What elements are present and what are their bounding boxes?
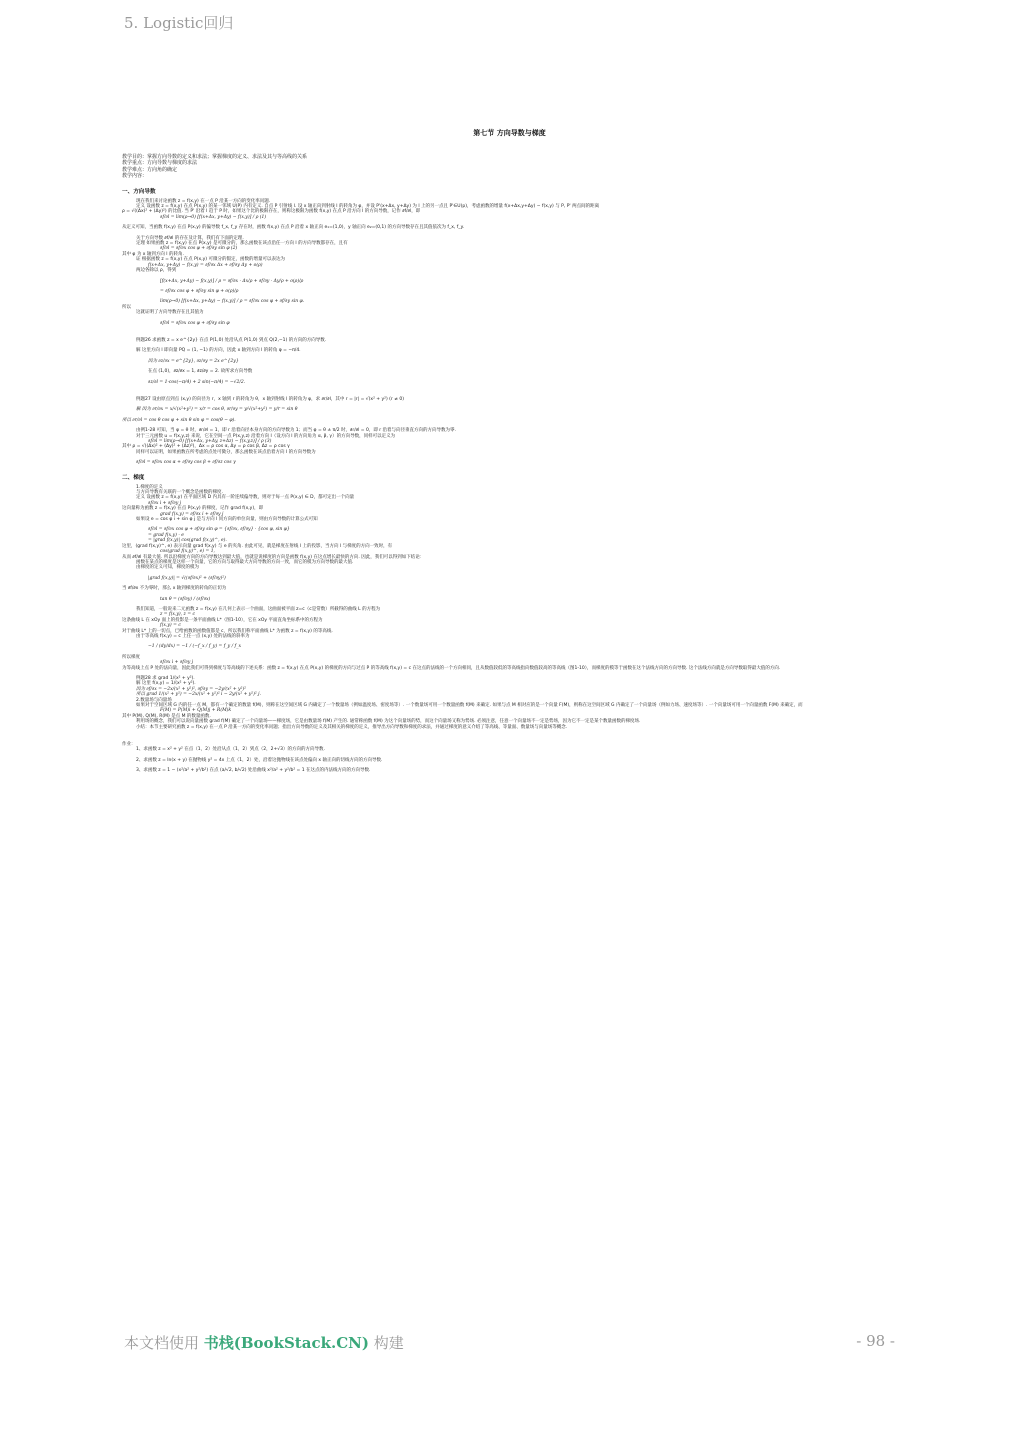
- footer-prefix: 本文档使用: [124, 1334, 204, 1352]
- text-line: 如果对于空间区域 G 内的任一点 M，都有一个确定的数量 f(M)，则称在这空间区域 G 内确定了一个数量场（例如温度场、密度场等）. 一个数量场可用一个数量函数 f(M) 来确定. 如果与点 M 相对应的是一个向量 F(M)，则称在这空间区域 G 内确定了一个向量场（例如力场、速度场等）. 一个向量场可用一个向量函数 F(M) 来确定，而: [136, 703, 803, 709]
- formula-line: 因为 ∂f/∂x = −2x/(x² + y²)², ∂f/∂y = −2y/(x² + y²)²: [136, 686, 246, 692]
- text-line: 这条曲线 L 在 xOy 面上的投影是一条平面曲线 L*（图1-10），它在 xOy 平面直角坐标系中的方程为: [122, 617, 323, 623]
- text-line: 证 根据函数 z = f(x,y) 在点 P(x,y) 可微分的假定，函数的增量可以表达为: [136, 257, 285, 263]
- bookstack-link[interactable]: 书栈(BookStack.CN): [203, 1334, 369, 1352]
- text-line: 这里，(grad f(x,y)^, e) 表示向量 grad f(x,y) 与 e 的夹角. 由此可见，就是梯度在射线 l 上的投影，当方向 l 与梯度的方向一致时，有: [122, 543, 393, 549]
- section-heading-gradient: 二、梯度: [122, 474, 145, 481]
- text-line: 其中 ρ = √((Δx)² + (Δy)² + (Δz)²)，Δx = ρ cos α, Δy = ρ cos β, Δz = ρ cos γ: [122, 444, 290, 450]
- footer-suffix: 构建: [368, 1334, 404, 1352]
- formula-line: 所以 grad 1/(x² + y²) = −2x/(x² + y²)² i − 2y/(x² + y²)² j.: [136, 692, 261, 698]
- text-line: 从而 ∂f/∂l 有最大值. 所以沿梯度方向的方向导数达到最大值，也就是说梯度的方向是函数 f(x,y) 在这点增长最快的方向. 因此，我们可以得到如下结论：: [122, 554, 425, 560]
- page-number: - 98 -: [856, 1332, 895, 1350]
- text-line: 对于曲线 L* 上的一切点，已给函数的函数值都是 c，所以我们称平面曲线 L* 为函数 z = f(x,y) 的等高线.: [122, 628, 333, 634]
- text-line: 我们知道，一般说来二元函数 z = f(x,y) 在几何上表示一个曲面，这曲面被平面 z=c（c是常数）所截得的曲线 L 的方程为: [136, 606, 381, 612]
- formula-line: tan θ = (∂f/∂y) / (∂f/∂x): [160, 596, 211, 602]
- example-line: 例题28 求 grad 1/(x² + y²).: [136, 676, 195, 681]
- text-line: 其中 P(M), Q(M), R(M) 是点 M 的数量函数.: [122, 713, 211, 719]
- exercise-item: 2、求函数 z = ln(x + y) 在抛物线 y² = 4x 上点（1，2）处，沿着这抛物线在该点处偏向 x 轴正向的切线方向的方向导数.: [136, 757, 383, 763]
- text-line: 由梯度的定义可知，梯度的模为: [136, 565, 199, 571]
- text-line: 现在我们来讨论函数 z = f(x,y) 在一点 P 沿某一方向的变化率问题.: [136, 198, 271, 204]
- text-line: 这向量称为函数 z = f(x,y) 在点 P(x,y) 的梯度，记作 grad f(x,y)，即: [122, 506, 264, 512]
- text-line: 如果设 e = cos φ i + sin φ j 是与方向 l 同方向的单位向量，则由方向导数的计算公式可知: [136, 517, 318, 523]
- formula-line: |grad f(x,y)| = √((∂f/∂x)² + (∂f/∂y)²): [148, 575, 226, 581]
- text-line: 同样可以证明，如果函数在所考虑的点处可微分，那么函数在该点沿着方向 l 的方向导数为: [136, 449, 316, 455]
- formula-line: 所以 ∂r/∂l = cos θ cos φ + sin θ sin φ = cos(θ − φ).: [122, 417, 236, 423]
- formula-line: −1 / (dy/dx) = −1 / (−f_x / f_y) = f_y / f_x: [148, 644, 242, 650]
- formula-line: ∂f/∂l = lim(ρ→0) [f(x+Δx, y+Δy) − f(x,y)] / ρ (1): [160, 214, 267, 220]
- formula-line: [f(x+Δx, y+Δy) − f(x,y)] / ρ = ∂f/∂x · Δx/ρ + ∂f/∂y · Δy/ρ + o(ρ)/ρ: [160, 278, 304, 284]
- exercise-item: 3、求函数 z = 1 − (x²/a² + y²/b²) 在点 (a/√2, b/√2) 处沿曲线 x²/a² + y²/b² = 1 在这点的内法线方向的方向导数.: [136, 768, 371, 774]
- formula-line: lim(ρ→0) [f(x+Δx, y+Δy) − f(x,y)] / ρ = ∂f/∂x cos φ + ∂f/∂y sin φ.: [160, 299, 305, 305]
- formula-line: z = f(x,y), z = c: [160, 612, 196, 618]
- section-directional-derivative: [122, 199, 897, 466]
- formula-line: = |grad f(x,y)| cos(grad f(x,y)^, e).: [148, 538, 227, 544]
- example-line: 例题26 求函数 z = x e^{2y} 在点 P(1,0) 处沿从点 P(1,0) 到点 Q(2,−1) 的方向的方向导数.: [136, 337, 327, 343]
- formula-line: ∂f/∂l = ∂f/∂x cos φ + ∂f/∂y sin φ (2): [160, 246, 238, 252]
- formula-line: cos(grad f(x,y)^, e) = 1,: [160, 549, 215, 555]
- text-line: 从定义可知，当函数 f(x,y) 在点 P(x,y) 的偏导数 f_x, f_y 存在时，函数 f(x,y) 在点 P 沿着 x 轴正向 e₁=(1,0)，y 轴正向 e₂=(0,1) 的方向导数存在且其值依次为 f_x, f_y.: [122, 225, 465, 231]
- meta-line: 教学内容：: [122, 173, 148, 180]
- formula-line: grad f(x,y) = ∂f/∂x i + ∂f/∂y j: [160, 511, 224, 517]
- formula-line: = ∂f/∂x cos φ + ∂f/∂y sin φ + o(ρ)/ρ: [160, 288, 239, 294]
- meta-line: 教学目的：掌握方向导数的定义和求法；掌握梯度的定义、求法及其与等高线的关系: [122, 154, 308, 160]
- text-line: 定义 设函数 z = f(x,y) 在点 P(x,y) 的某一邻域 U(P) 内有定义. 自点 P 引射线 l. 设 x 轴正向到射线 l 的转角为 φ，并设 P'(x+Δx, y+Δy) 为 l 上的另一点且 P'∈U(p)，考虑函数的增量 f(x+Δx,y+Δy) − f(x,y) 与 P, P' 两点间的距离: [136, 204, 600, 210]
- text-line: 函数在某点的梯度是这样一个向量，它的方向与取得最大方向导数的方向一致，而它的模为方向导数的最大值.: [136, 559, 354, 565]
- text-line: 在点 (1,0)，∂z/∂x = 1, ∂z/∂y = 2. 故所求方向导数: [148, 369, 253, 375]
- text-line: 当 ∂f/∂x 不为零时，那么 x 轴到梯度的转角的正切为: [122, 586, 227, 592]
- meta-line: 教学难点：方向角的确定: [122, 166, 178, 173]
- formula-line: ∂z/∂l = 1·cos(−π/4) + 2 sin(−π/4) = −√2/2.: [148, 379, 246, 385]
- formula-line: = grad f(x,y) · e: [148, 532, 184, 538]
- text-line: 1.梯度的定义: [136, 484, 163, 490]
- teaching-meta: [122, 154, 897, 180]
- text-line: 解 这里 f(x,y) = 1/(x² + y²).: [136, 681, 196, 687]
- exercise-heading: 作业：: [122, 742, 136, 748]
- formula-line: f(x+Δx, y+Δy) − f(x,y) = ∂f/∂x Δx + ∂f/∂y Δy + o(ρ): [148, 262, 263, 268]
- text-line: 两边各除以 ρ，得到: [136, 268, 177, 274]
- text-line: 与方向导数有关联的一个概念是函数的梯度.: [136, 490, 223, 496]
- meta-line: 教学重点：方向导数与梯度的求法: [122, 160, 198, 167]
- text-line: ρ = √((Δx)² + (Δy)²) 的比值. 当 P' 沿着 l 趋于 P 时，如果这个比的极限存在，则称这极限为函数 f(x,y) 在点 P 沿方向 l 的方向导数，记作 ∂f/∂l，即: [122, 209, 421, 215]
- chapter-header: 5. Logistic回归: [124, 14, 234, 32]
- exercises: [122, 742, 897, 774]
- exercise-item: 1、求函数 z = x² + y² 在点（1，2）处沿从点（1，2）到点（2，2+√3）的方向的方向导数.: [136, 747, 325, 753]
- formula-line: ∂f/∂l = ∂f/∂x cos φ + ∂f/∂y sin φ = {∂f/∂x, ∂f/∂y} · {cos φ, sin φ}: [148, 527, 290, 533]
- subheading-line: 2.数量场与向量场: [136, 697, 172, 703]
- formula-line: ∂f/∂x i + ∂f/∂y j: [148, 500, 182, 506]
- section-gradient: [122, 485, 897, 730]
- text-line: 其中 φ 为 x 轴到方向 l 的转角.: [122, 251, 184, 257]
- formula-line: 因为 ∂z/∂x = e^{2y}, ∂z/∂y = 2x e^{2y}: [148, 358, 239, 364]
- text-line: 由于等高线 f(x,y) = c 上任一点 (x,y) 处的法线的斜率为: [136, 633, 250, 639]
- text-line: 定义 设函数 z = f(x,y) 在平面区域 D 内具有一阶连续偏导数，则对于每一点 P(x,y) ∈ D，都可定出一个向量: [136, 495, 355, 501]
- summary-line: 小结：本节主要研究函数 z = f(x,y) 在一点 P 沿某一方向的变化率问题；指出方向导数的定义及其相关的梯度的定义，推导出方向导数和梯度的求法，并通过梯度的意义介绍了等高线、等量面、数量场与向量场等概念.: [136, 724, 568, 730]
- section-heading-directional-derivative: 一、方向导数: [122, 188, 156, 195]
- text-line: 所以梯度: [122, 654, 140, 660]
- document-title: 第七节 方向导数与梯度: [473, 129, 546, 137]
- text-line: 解 这里方向 l 即向量 PQ = (1, −1) 的方向，因此 x 轴到方向 l 的转角 φ = −π/4.: [136, 348, 301, 354]
- document-image: [122, 122, 897, 1320]
- text-line: 所以: [122, 304, 131, 310]
- formula-line: F(M) = P(M)i + Q(M)j + R(M)k: [160, 708, 232, 714]
- text-line: 对于三元函数 u = f(x,y,z) 来说，它在空间一点 P(x,y,z) 沿着方向 l（设方向 l 的方向角为 α, β, γ）的方向导数，同样可以定义为: [136, 433, 396, 439]
- footer-credit: [124, 1332, 404, 1353]
- formula-line: ∂f/∂l = ∂f/∂x cos φ + ∂f/∂y sin φ: [160, 320, 230, 326]
- text-line: 关于方向导数 ∂f/∂l 的存在及计算，我们有下面的定理.: [136, 235, 244, 241]
- text-line: 利用场的概念，我们可以说向量函数 grad f(M) 确定了一个向量场——梯度场，它是由数量场 f(M) 产生的. 通常称函数 f(M) 为这个向量场的势，而这个向量场又称为势场. 必须注意，任意一个向量场不一定是势场，因为它不一定是某个数量函数的梯度场.: [136, 719, 641, 725]
- formula-line: ∂f/∂l = ∂f/∂x cos α + ∂f/∂y cos β + ∂f/∂z cos γ: [136, 460, 236, 466]
- text-line: 定理 如果函数 z = f(x,y) 在点 P(x,y) 是可微分的，那么函数在该点沿任一方向 l 的方向导数都存在，且有: [136, 241, 348, 247]
- formula-line: 解 因为 ∂r/∂x = x/√(x²+y²) = x/r = cos θ, ∂r/∂y = y/√(x²+y²) = y/r = sin θ: [136, 407, 298, 413]
- text-line: 为等高线上点 P 处的法向量，因此我们可得到梯度与等高线的下述关系：函数 z = f(x,y) 在点 P(x,y) 的梯度的方向与过点 P 的等高线 f(x,y) = c 在这点的法线的一个方向相同，且从数值较低的等高线指向数值较高的等高线（图1-10），而梯度的模等于函数在这个法线方向的方向导数. 这个法线方向就是方向导数取得最大值的方向.: [122, 665, 781, 671]
- text-line: 这就证明了方向导数存在且其值为: [136, 310, 204, 316]
- example-line: 例题27 设由原点到点 (x,y) 的向径为 r，x 轴到 r 的转角为 θ，x 轴到射线 l 的转角为 φ，求 ∂r/∂l，其中 r = |r| = √(x² + y²) (r ≠ 0): [136, 396, 405, 402]
- formula-line: ∂f/∂x i + ∂f/∂y j: [160, 660, 194, 666]
- formula-line: ∂f/∂l = lim(ρ→0) [f(x+Δx, y+Δy, z+Δz) − f(x,y,z)] / ρ (3): [148, 439, 272, 444]
- formula-line: f(x,y) = c: [160, 623, 181, 629]
- text-line: 由例1-28 可知，当 φ = θ 时，∂r/∂l = 1，即 r 沿着向径本身方向的方向导数为 1；而当 φ = θ ± π/2 时，∂r/∂l = 0，即 r 沿着与向径垂直方向的方向导数为零.: [136, 428, 456, 434]
